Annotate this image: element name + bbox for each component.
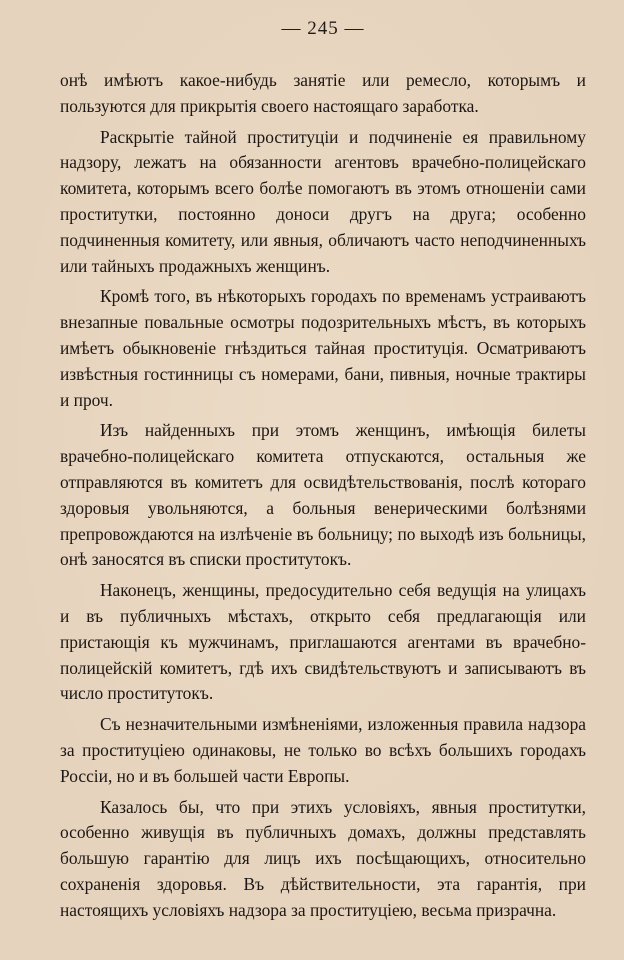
paragraph-street-women: Наконецъ, женщины, предосудительно себя ведущія на улицахъ и въ публичныхъ мѣстахъ, открыто себя предлагающія или пристающія къ мужчинамъ, приглашаются агентами въ врачебно-полицейскій комитетъ, гдѣ ихъ свидѣтельствуютъ и записываютъ въ число проститутокъ. [60,580,586,704]
paragraph-guarantee: Казалось бы, что при этихъ условіяхъ, явныя проститутки, особенно живущія въ публичныхъ домахъ, должны представлять большую гарантію для лицъ ихъ посѣщающихъ, относительно сохраненія здоровья. Въ дѣйствительности, эта гарантія, при настоящихъ условіяхъ надзора за проституціею, весьма призрачна. [60,796,586,920]
paragraph-secret-prostitution: Раскрытіе тайной проституціи и подчиненіе ея правильному надзору, лежатъ на обязанности агентовъ врачебно-полицейскаго комитета, которымъ всего болѣе помогаютъ въ этомъ отношеніи сами проститутки, постоянно доноси другъ на друга; особенно подчиненныя комитету, или явныя, обличаютъ часто неподчиненныхъ или тайныхъ продажныхъ женщинъ. [60,126,586,276]
page-body [60,68,586,924]
paragraph-found-women: Изъ найденныхъ при этомъ женщинъ, имѣющія билеты врачебно-полицейскаго комитета отпускаются, остальныя же отправляются въ комитетъ для освидѣтельствованія, послѣ котораго здоровыя увольняются, а больныя венерическими болѣзнями препровождаются на излѣченіе въ больницу; по выходѣ изъ больницы, онѣ заносятся въ списки проститутокъ. [60,420,586,570]
page-number: — 245 — [281,18,365,39]
paragraph-rules-europe: Съ незначительными измѣненіями, изложенныя правила надзора за проституціею одинаковы, не только во всѣхъ большихъ городахъ Россіи, но и въ большей части Европы. [60,714,586,786]
paragraph-continuation: онѣ имѣютъ какое-нибудь занятіе или ремесло, которымъ и пользуются для прикрытія своего настоящаго заработка. [60,70,586,116]
paragraph-raids: Кромѣ того, въ нѣкоторыхъ городахъ по временамъ устраиваютъ внезапные повальные осмотры подозрительныхъ мѣстъ, въ которыхъ имѣетъ обыкновеніе гнѣздиться тайная проституція. Осматриваютъ извѣстныя гостинницы съ номерами, бани, пивныя, ночные трактиры и проч. [60,286,586,410]
